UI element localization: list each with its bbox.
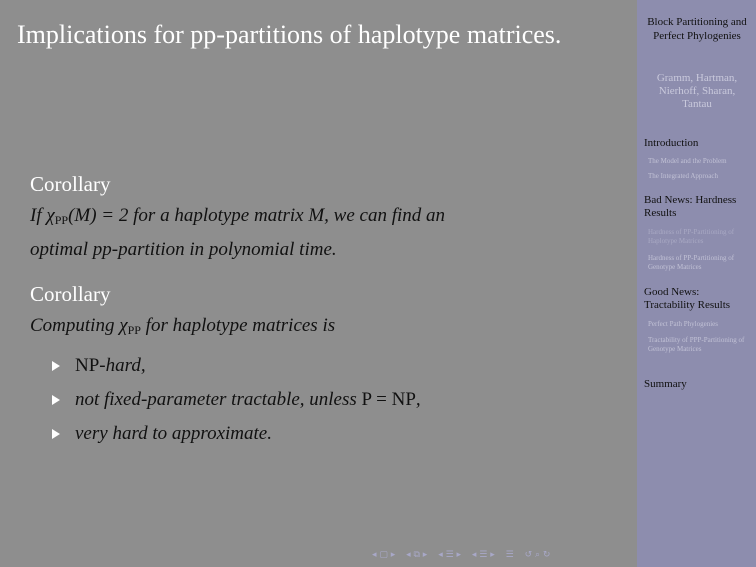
sidebar-subsection[interactable]: Hardness of PP-Partitioning of Genotype Matrices xyxy=(648,254,735,271)
sidebar-section-introduction[interactable]: Introduction xyxy=(644,137,699,149)
c1-chi: χ xyxy=(46,205,55,226)
corollary-2-title: Corollary xyxy=(30,282,111,306)
beamer-navigation-bar xyxy=(372,549,552,561)
list-item: very hard to approximate. xyxy=(30,417,620,451)
c1-line2: optimal pp-partition in polynomial time. xyxy=(30,239,337,260)
c1-rest: for a haplotype matrix M, we can find an xyxy=(133,205,446,226)
corollary-2-list xyxy=(30,349,620,451)
sidebar-section-summary[interactable]: Summary xyxy=(644,378,687,390)
c1-expr: (M) = 2 xyxy=(68,205,129,226)
section-nav-icon[interactable]: ◂ ☰ ▸ xyxy=(471,550,495,560)
sidebar-subsection-current[interactable]: Hardness of PP-Partitioning of Haplotype Matrices xyxy=(648,228,735,245)
corollary-block-2 xyxy=(30,281,620,451)
search-icon[interactable]: ↺ ⌕ ↻ xyxy=(524,550,551,560)
sidebar-title[interactable]: Block Partitioning and Perfect Phylogenies xyxy=(647,16,747,42)
sidebar-section-good-news[interactable]: Good News: Tractability Results xyxy=(644,286,731,311)
corollary-block-1 xyxy=(30,171,620,265)
corollary-1-title: Corollary xyxy=(30,172,111,196)
list-item: not fixed-parameter tractable, unless P = NP, xyxy=(30,383,620,417)
sidebar-subsection[interactable]: The Model and the Problem xyxy=(648,157,727,165)
frame-title: Implications for pp-partitions of haplotype matrices. xyxy=(17,20,562,49)
c2-pre: Computing xyxy=(30,315,115,336)
c2-chi: χ xyxy=(119,315,128,336)
sidebar-section-bad-news[interactable]: Bad News: Hardness Results xyxy=(644,194,737,219)
c2-post: for haplotype matrices is xyxy=(145,315,336,336)
toc-icon[interactable]: ☰ xyxy=(505,550,514,560)
sidebar-subsection[interactable]: The Integrated Approach xyxy=(648,172,718,180)
sidebar-authors: Gramm, Hartman, Nierhoff, Sharan, Tantau xyxy=(656,72,738,110)
sidebar-subsection[interactable]: Perfect Path Phylogenies xyxy=(648,320,718,328)
list-item: NP-hard, xyxy=(30,349,620,383)
c1-pp: PP xyxy=(54,213,69,227)
sidebar-subsection[interactable]: Tractability of PPP-Partitioning of Genotype Matrices xyxy=(648,336,745,353)
c2-pp: PP xyxy=(127,323,141,337)
corollary-2-body xyxy=(30,311,620,345)
frame-nav-icon[interactable]: ◂ ▢ ▸ xyxy=(372,550,396,560)
bullet-triangle-icon xyxy=(52,395,60,405)
bullet-triangle-icon xyxy=(52,429,60,439)
subsubsection-nav-icon[interactable]: ◂ ☰ ▸ xyxy=(438,550,462,560)
subsection-nav-icon[interactable]: ◂ ⧉ ▸ xyxy=(406,550,428,560)
corollary-1-body xyxy=(30,201,620,265)
bullet-triangle-icon xyxy=(52,361,60,371)
c1-if: If xyxy=(30,205,42,226)
